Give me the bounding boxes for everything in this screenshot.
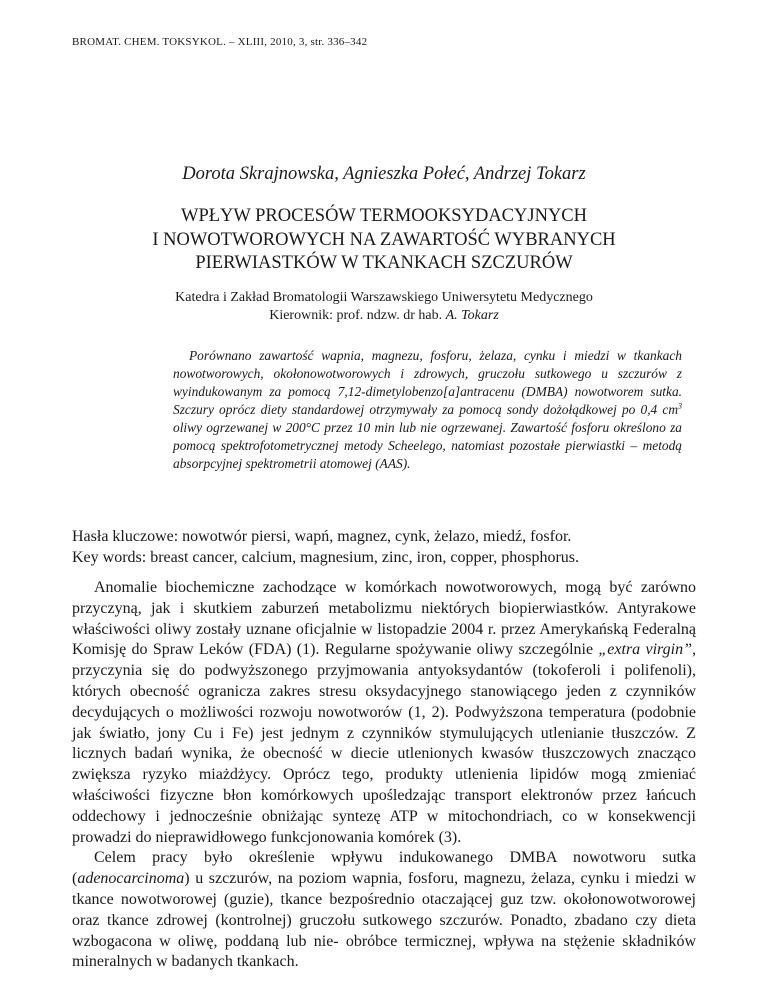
affiliation: Katedra i Zakład Bromatologii Warszawskiego Uniwersytetu Medycznego xyxy=(175,290,593,305)
affiliation-block xyxy=(84,289,684,325)
running-head: BROMAT. CHEM. TOKSYKOL. – XLIII, 2010, 3, str. 336–342 xyxy=(72,36,368,48)
keywords-english: Key words: breast cancer, calcium, magnesium, zinc, iron, copper, phosphorus. xyxy=(72,549,580,566)
p2-text-a: Celem pracy było określenie wpływu indukowanego DMBA nowotworu sutka ( xyxy=(72,849,696,888)
title-line-1: WPŁYW PROCESÓW TERMOOKSYDACYJNYCH xyxy=(180,206,587,226)
p2-text-b: ) u szczurów, na poziom wapnia, fosforu, magnezu, żelaza, cynku i miedzi w tkance nowotworowej (guzie), tkance bezpośrednio otaczającej guz tzw. okołonowotworowej oraz tkance zdrowej (kontrolnej) gruczołu sutkowego szczurów. Ponadto, zbadano czy dieta wzbogacona w oliwę, poddaną lub nie- obróbce termicznej, wpływa na stężenie składników mineralnych w badanych tkankach. xyxy=(72,870,696,971)
keywords-block xyxy=(72,526,579,568)
abstract-text-1: Porównano zawartość wapnia, magnezu, fosforu, żelaza, cynku i miedzi w tkankach nowotworowych, okołonowotworowych i zdrowych, gruczołu sutkowego u szczurów z wyindukowanym za pomocą 7,12-dimetylobenzo[a]antracenu (DMBA) nowotworem sutka. Szczury oprócz diety standardowej otrzymywały za pomocą sondy dożołądkowej po 0,4 cm xyxy=(173,348,682,417)
body-paragraph-1 xyxy=(72,578,696,848)
department-head-name: A. Tokarz xyxy=(445,308,499,323)
article-title xyxy=(84,205,684,276)
author-list: Dorota Skrajnowska, Agnieszka Połeć, Andrzej Tokarz xyxy=(182,164,586,184)
keywords-polish: Hasła kluczowe: nowotwór piersi, wapń, magnez, cynk, żelazo, miedź, fosfor. xyxy=(72,528,572,545)
body-paragraph-2 xyxy=(72,848,696,973)
p1-text-b: przyczynia się do podwyższonego przyjmowania antyoksydantów (tokoferoli i polifenoli), których obecność ogranicza zakres stresu oksydacyjnego stanowiącego jeden z czynników decydujących o możliwości rozwoju nowotworów (1, 2). Podwyższona temperatura (podobnie jak światło, jony Cu i Fe) jest jednym z czynników stymulujących utlenianie tłuszczów. Z licznych badań wynika, że obecność w diecie utlenionych kwasów tłuszczowych znacząco zwiększa ryzyko miażdżycy. Oprócz tego, produkty utlenienia lipidów mogą zmieniać właściwości fizyczne błon komórkowych upośledzając transport elektronów przez łańcuch oddechowy i jednocześnie obniżając syntezę ATP w mitochondriach, co w konsekwencji prowadzi do nieprawidłowego funkcjonowania komórek (3). xyxy=(72,662,696,846)
department-head xyxy=(84,307,684,325)
abstract-superscript: 3 xyxy=(678,401,682,411)
p2-italic: adenocarcinoma xyxy=(77,870,185,888)
title-line-2: I NOWOTWOROWYCH NA ZAWARTOŚĆ WYBRANYCH xyxy=(152,229,616,250)
abstract xyxy=(173,347,682,473)
title-line-3: PIERWIASTKÓW W TKANKACH SZCZURÓW xyxy=(195,253,573,273)
article-body xyxy=(72,578,696,973)
p1-text-a: Anomalie biochemiczne zachodzące w komórkach nowotworowych, mogą być zarówno przyczyną, jak i skutkiem zaburzeń metabolizmu niektórych biopierwiastków. Antyrakowe właściwości oliwy zostały uznane oficjalnie w listopadzie 2004 r. przez Amerykańską Federalną Komisję do Spraw Leków (FDA) (1). Regularne spożywanie oliwy szczególnie xyxy=(72,579,696,659)
abstract-text-2: oliwy ogrzewanej w 200°C przez 10 min lub nie ogrzewanej. Zawartość fosforu określono za pomocą spektrofotometrycznej metody Scheelego, natomiast pozostałe pierwiastki – metodą absorpcyjnej spektrometrii atomowej (AAS). xyxy=(173,420,682,471)
p1-italic: „extra virgin”, xyxy=(598,641,697,659)
department-head-prefix: Kierownik: prof. ndzw. dr hab. xyxy=(269,308,446,323)
